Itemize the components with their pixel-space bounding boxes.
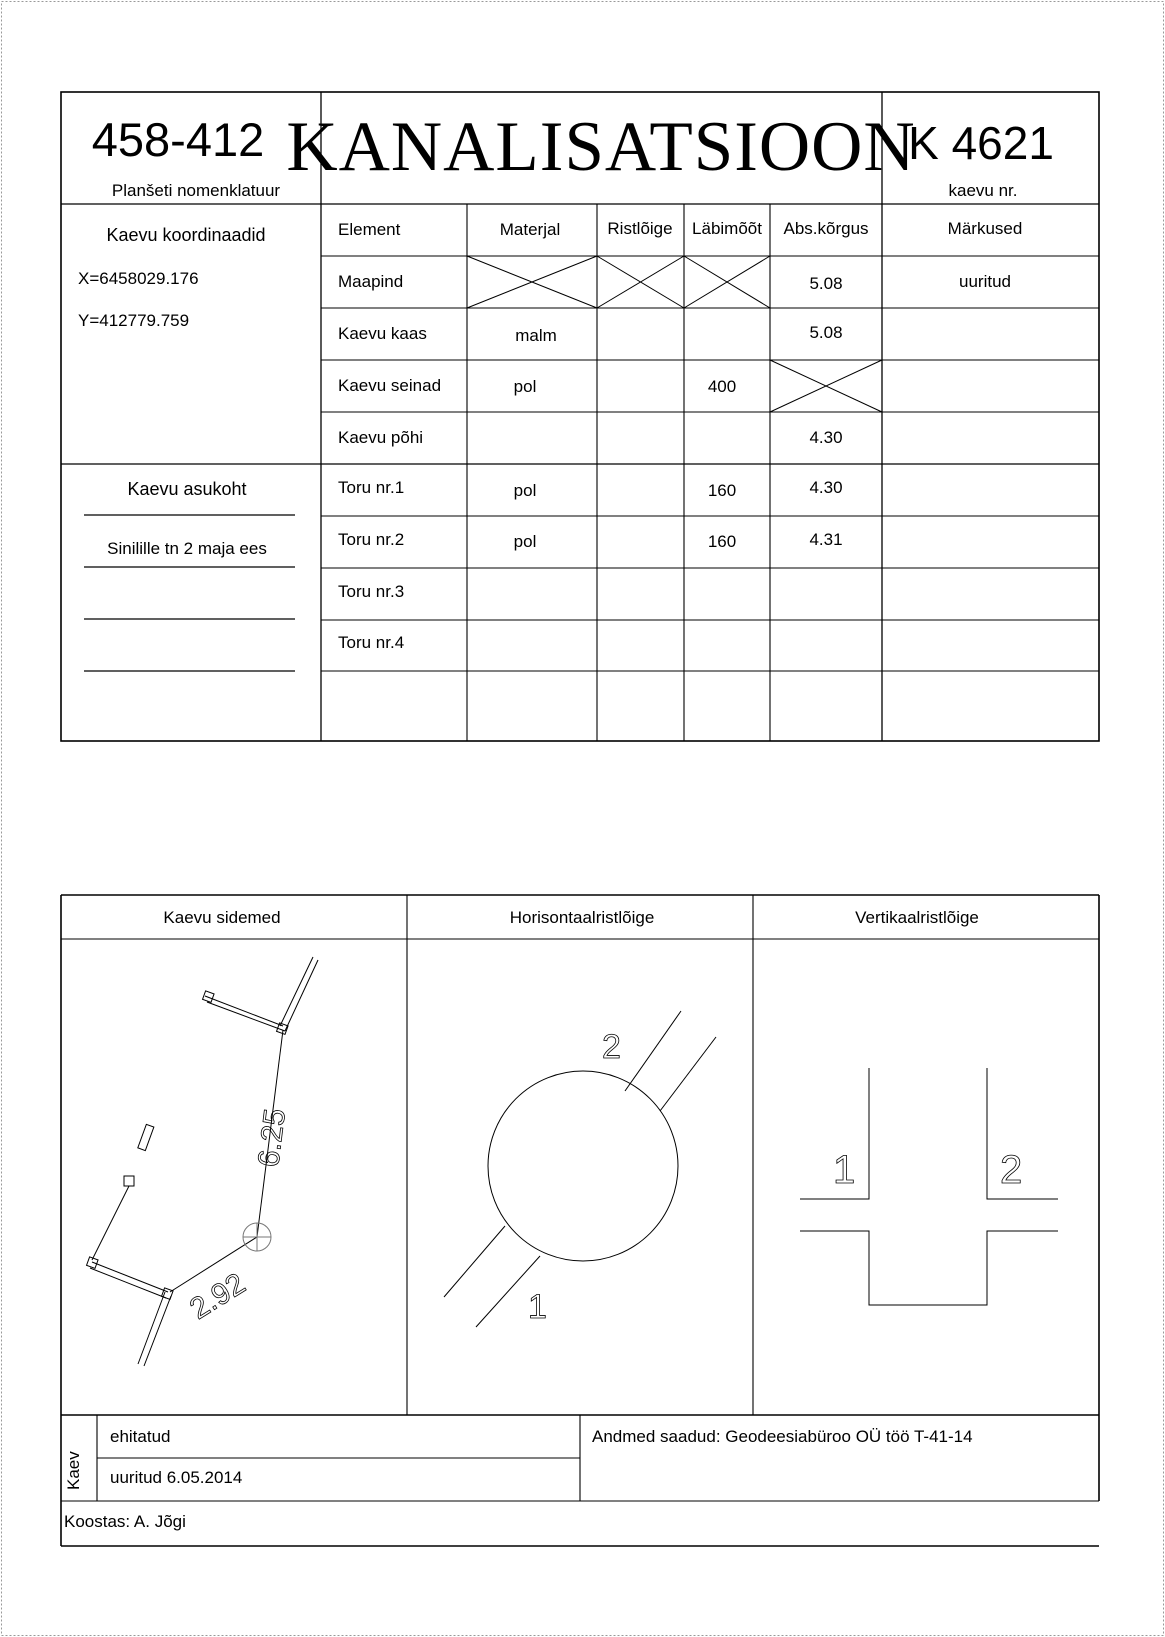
cell-element: Toru nr.1: [338, 478, 405, 497]
sheet-caption: Planšeti nomenklatuur: [111, 181, 281, 200]
dim-long-label: 6.25: [252, 1106, 293, 1169]
cell-labimoot: 160: [707, 532, 737, 551]
manhole-circle: [488, 1071, 678, 1261]
coordinates-heading: Kaevu koordinaadid: [106, 225, 266, 245]
footer-vertical-label: Kaev: [64, 1451, 83, 1490]
author: Koostas: A. Jõgi: [64, 1512, 186, 1531]
cell-abs: 5.08: [809, 274, 843, 293]
cell-materjal: pol: [513, 481, 537, 500]
page-border: [2, 2, 1164, 1636]
column-header-ristloige: Ristlõige: [607, 219, 673, 238]
cell-abs: 4.30: [809, 478, 843, 497]
cell-abs: 5.08: [809, 323, 843, 342]
cell-labimoot: 160: [707, 481, 737, 500]
status-surveyed: uuritud 6.05.2014: [110, 1468, 243, 1487]
vpipe-label-2: 2: [1000, 1148, 1023, 1192]
data-source: Andmed saadud: Geodeesiabüroo OÜ töö T-41-14: [592, 1427, 973, 1446]
hpipe-label-1: 1: [528, 1288, 547, 1326]
status-built: ehitatud: [110, 1427, 171, 1446]
coordinate-x: X=6458029.176: [78, 269, 199, 288]
cell-element: Toru nr.3: [338, 582, 405, 601]
well-number: K 4621: [908, 117, 1054, 169]
well-caption: kaevu nr.: [948, 181, 1018, 200]
cell-element: Kaevu põhi: [338, 428, 424, 447]
location-line: Sinilille tn 2 maja ees: [107, 539, 267, 558]
cell-element: Maapind: [338, 272, 404, 291]
page-title: KANALISATSIOON: [286, 108, 916, 186]
column-header-labimoot: Läbimõõt: [692, 219, 762, 238]
cell-element: Toru nr.2: [338, 530, 405, 549]
cell-abs: 4.30: [809, 428, 843, 447]
coordinate-y: Y=412779.759: [78, 311, 190, 330]
location-heading: Kaevu asukoht: [127, 479, 247, 499]
sidemed-heading: Kaevu sidemed: [163, 908, 281, 927]
cell-labimoot: 400: [707, 377, 737, 396]
cell-element: Kaevu kaas: [338, 324, 427, 343]
column-header-markused: Märkused: [947, 219, 1023, 238]
column-header-abs-korgus: Abs.kõrgus: [783, 219, 869, 238]
vertikaal-heading: Vertikaalristlõige: [855, 908, 979, 927]
cell-markused: uuritud: [959, 272, 1011, 291]
column-header-materjal: Materjal: [499, 220, 561, 239]
horizontal-section: [444, 1011, 716, 1327]
cell-element: Toru nr.4: [338, 633, 405, 652]
horisontaal-heading: Horisontaalristlõige: [509, 908, 655, 927]
cell-abs: 4.31: [809, 530, 843, 549]
cell-element: Kaevu seinad: [338, 376, 442, 395]
drawing-frame: [61, 895, 1099, 1546]
hpipe-label-2: 2: [602, 1028, 621, 1066]
cell-materjal: pol: [513, 532, 537, 551]
dim-short-label: 2.92: [184, 1267, 252, 1326]
column-header-element: Element: [338, 220, 401, 239]
cell-materjal: pol: [513, 377, 537, 396]
cell-materjal: malm: [515, 326, 557, 345]
vpipe-label-1: 1: [833, 1148, 856, 1192]
sheet-number: 458-412: [91, 113, 265, 166]
